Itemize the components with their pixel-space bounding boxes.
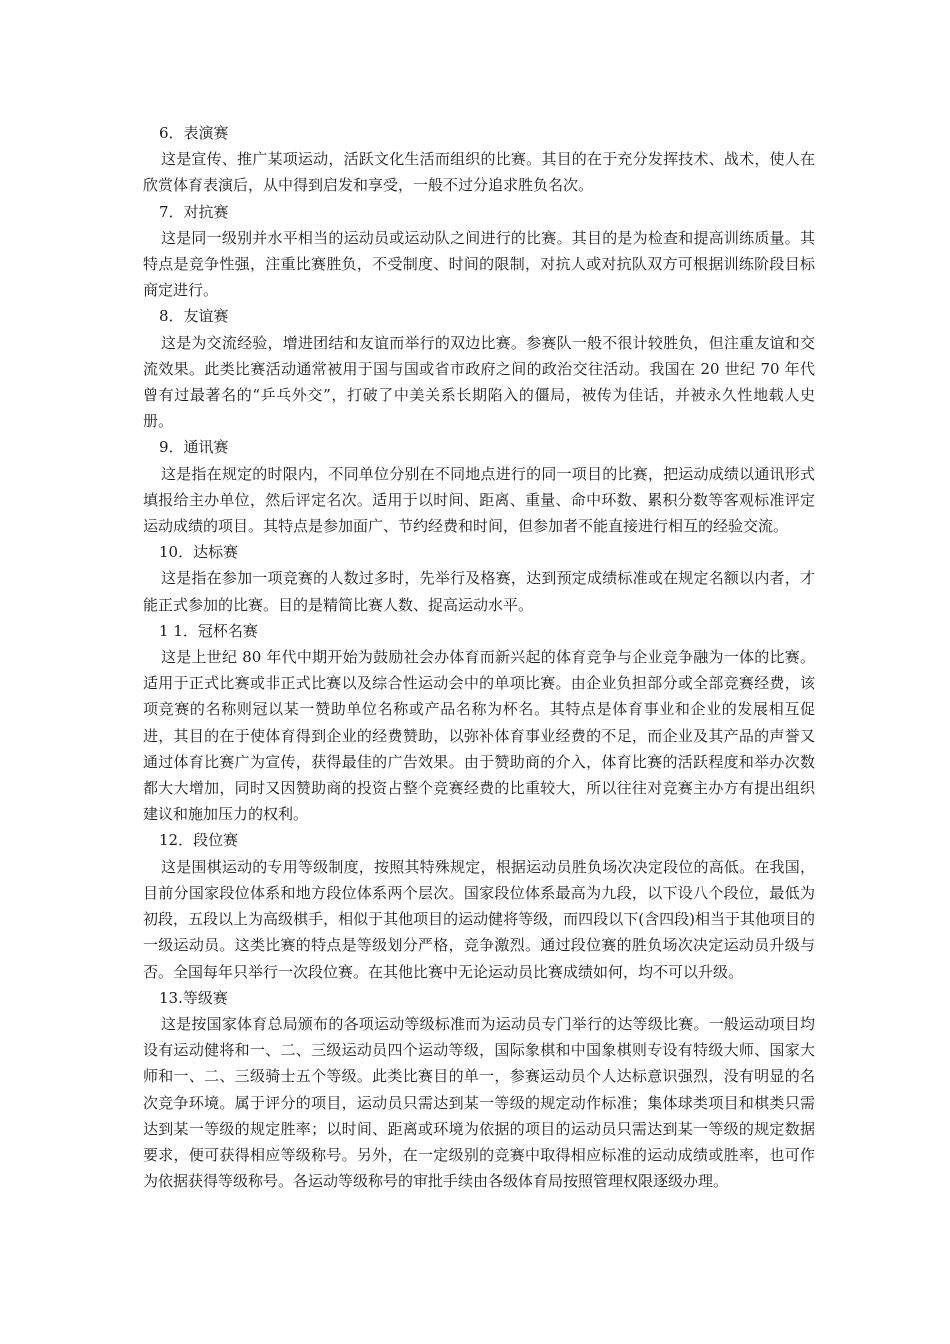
section-heading-confrontation-match: 7．对抗赛: [159, 202, 229, 221]
section-heading-friendly-match: 8．友谊赛: [159, 307, 229, 326]
section-text-grade-match: 这是按国家体育总局颁布的各项运动等级标准而为运动员专门举行的达等级比赛。一般运动项目均设有运动健将和一、二、三级运动员四个运动等级，国际象棋和中国象棋则专设有特级大师、国家大师和一、二、三级骑士五个等级。此类比赛目的单一，参赛运动员个人达标意识强烈，没有明显的名次竞争环境。属于评分的项目，运动员只需达到某一等级的规定动作标准；集体球类项目和棋类只需达到某一等级的规定胜率；以时间、距离或环境为依据的项目的运动员只需达到某一等级的规定数据要求，便可获得相应等级称号。另外，在一定级别的竞赛中取得相应标准的运动成绩或胜率，也可作为依据获得等级称号。各运动等级称号的审批手续由各级体育局按照管理权限逐级办理。: [143, 1014, 815, 1191]
section-heading-dan-rank-match: 12．段位赛: [159, 831, 239, 850]
section-text-qualifying-match: 这是指在参加一项竞赛的人数过多时，先举行及格赛，达到预定成绩标准或在规定名额以内者，才能正式参加的比赛。目的是精简比赛人数、捉高运动水平。: [143, 569, 815, 614]
document-page: [143, 120, 815, 1194]
section-text-exhibition-match: 这是宣传、推广某项运动，活跃文化生活而组织的比赛。其目的在于充分发挥技术、战术，使人在欣赏体育表演后，从中得到启发和享受，一般不过分追求胜负名次。: [143, 150, 815, 195]
section-heading-correspondence-match: 9．通讯赛: [159, 438, 229, 457]
section-heading-exhibition-match: 6．表演赛: [159, 124, 229, 142]
section-text-sponsored-cup-match: 这是上世纪 80 年代中期开始为鼓励社会办体育而新兴起的体育竞争与企业竞争融为一体的比赛。适用于正式比赛或非正式比赛以及综合性运动会中的单项比赛。由企业负担部分或全部竞赛经费，该项竞赛的名称则冠以某一赞助单位名称或产品名称为杯名。其特点是体育事业和企业的发展相互促进，其目的在于使体育得到企业的经费赞助，以弥补体育事业经费的不足，而企业及其产品的声誉又通过体育比赛广为宣传，获得最佳的广告效果。由于赞助商的介入，体育比赛的活跃程度和举办次数都大大增加，同时又因赞助商的投资占整个竞赛经费的比重较大，所以往往对竞赛主办方有提出组织建议和施加压力的权利。: [143, 648, 815, 824]
section-text-friendly-match: 这是为交流经验，增进团结和友谊而举行的双边比赛。参赛队一般不很计较胜负，但注重友谊和交流效果。此类比赛活动通常被用于国与国或省市政府之间的政治交往活动。我国在 20 世纪 70 年代曾有过最著名的“乒乓外交”，打破了中美关系长期陷入的僵局，被传为佳话，并被永久性地载人史册。: [143, 333, 815, 431]
section-text-correspondence-match: 这是指在规定的时限内，不同单位分别在不同地点进行的同一项目的比赛，把运动成绩以通讯形式填报给主办单位，然后评定名次。适用于以时间、距离、重量、命中环数、累积分数等客观标准评定运动成绩的项目。其特点是参加面广、节约经费和时间，但参加者不能直接进行相互的经验交流。: [143, 464, 815, 536]
section-text-dan-rank-match: 这是围棋运动的专用等级制度，按照其特殊规定，根据运动员胜负场次决定段位的高低。在我国，目前分国家段位体系和地方段位体系两个层次。国家段位体系最高为九段，以下设八个段位，最低为初段，五段以上为高级棋手，相似于其他项目的运动健将等级，而四段以下(含四段)相当于其他项目的一级运动员。这类比赛的特点是等级划分严格，竞争激烈。通过段位赛的胜负场次决定运动员升级与否。全国每年只举行一次段位赛。在其他比赛中无论运动员比赛成绩如何，均不可以升级。: [143, 857, 815, 981]
section-heading-sponsored-cup-match: 1 1．冠杯名赛: [159, 621, 258, 640]
section-heading-grade-match: 13.等级赛: [159, 988, 228, 1007]
section-heading-qualifying-match: 10．达标赛: [159, 543, 239, 562]
section-text-confrontation-match: 这是同一级别并水平相当的运动员或运动队之间进行的比赛。其目的是为检查和提高训练质量。其特点是竞争性强，注重比赛胜负，不受制度、时间的限制，对抗人或对抗队双方可根据训练阶段目标商定进行。: [143, 228, 815, 300]
